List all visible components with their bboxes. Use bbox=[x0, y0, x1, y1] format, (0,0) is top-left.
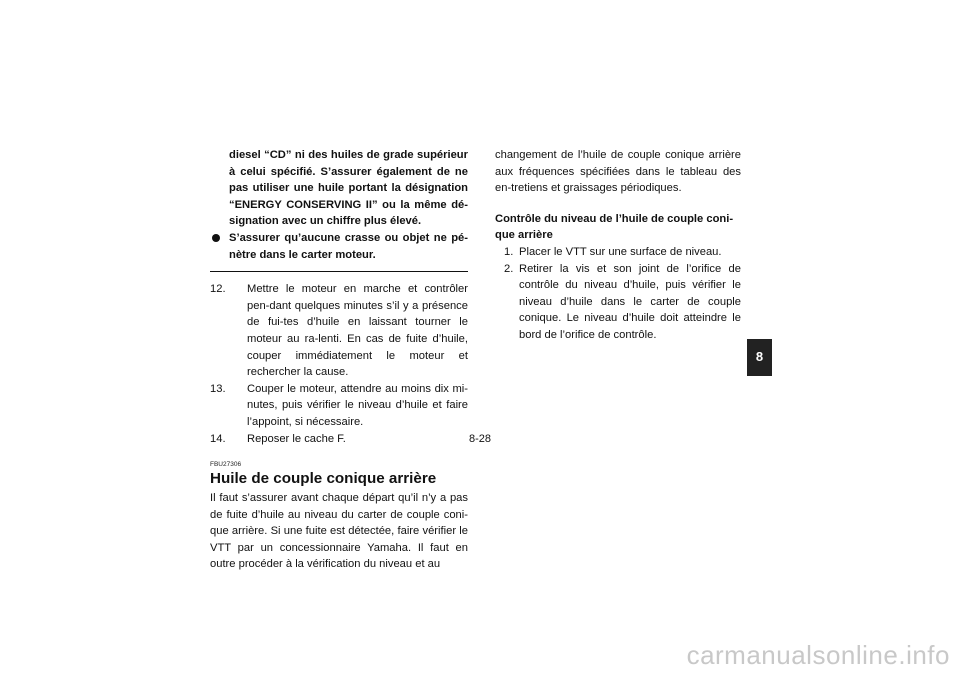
page-number: 8-28 bbox=[468, 433, 492, 445]
section-paragraph: Il faut s’assurer avant chaque départ qu’il n’y a pas de fuite d’huile au niveau du carter de couple coni-que arrière. Si une fuite est détectée, faire vérifier le VTT par un concessionnaire Yamaha. Il faut en outre procéder à la vérification du niveau et au bbox=[210, 492, 468, 571]
warning-text: diesel “CD” ni des huiles de grade supérieur à celui spécifié. S’assurer également de ne pas utiliser une huile portant la désignation “ENERGY CONSERVING II” ou la même dé-signation avec un chiffre plus élevé. bbox=[229, 149, 468, 228]
subheading: Contrôle du niveau de l’huile de couple coni-que arrière bbox=[495, 212, 734, 242]
step-12 bbox=[210, 281, 468, 381]
step-number: 2. bbox=[504, 262, 514, 275]
warning-bullet bbox=[210, 230, 468, 263]
step-text: Couper le moteur, attendre au moins dix mi-nutes, puis vérifier le niveau d’huile et faire l’appoint, si nécessaire. bbox=[247, 382, 468, 428]
bullet-icon bbox=[212, 234, 220, 242]
section-tab: 8 bbox=[747, 339, 772, 376]
step-number: 1. bbox=[504, 245, 514, 258]
step-14 bbox=[210, 431, 468, 448]
step-number: 13. bbox=[210, 382, 226, 395]
left-column bbox=[210, 147, 468, 573]
section-heading: Huile de couple conique arrière bbox=[210, 470, 437, 488]
watermark: carmanualsonline.info bbox=[686, 640, 950, 670]
step-text: Retirer la vis et son joint de l’orifice de contrôle du niveau d’huile, puis vérifier le niveau d’huile dans le carter de couple conique. Le niveau d’huile doit atteindre le bord de l’orifice de contrôle. bbox=[519, 262, 741, 341]
reference-code: FBU27306 bbox=[210, 461, 242, 469]
step-text: Reposer le cache F. bbox=[247, 432, 346, 445]
right-column bbox=[495, 147, 741, 344]
step-text: Placer le VTT sur une surface de niveau. bbox=[519, 245, 722, 258]
step-text: Mettre le moteur en marche et contrôler pen-dant quelques minutes s’il y a présence de fui-tes d’huile en laissant tourner le moteur au ra-lenti. En cas de fuite d’huile, couper immédiatement le moteur et rechercher la cause. bbox=[247, 283, 468, 379]
right-step-1 bbox=[495, 244, 741, 261]
step-number: 14. bbox=[210, 432, 226, 445]
step-13 bbox=[210, 381, 468, 431]
right-step-2 bbox=[495, 261, 741, 344]
divider bbox=[210, 271, 468, 272]
step-number: 12. bbox=[210, 283, 226, 296]
bullet-text: S’assurer qu’aucune crasse ou objet ne pé-nètre dans le carter moteur. bbox=[229, 231, 468, 261]
right-paragraph: changement de l’huile de couple conique arrière aux fréquences spécifiées dans le tableau des en-tretiens et graissages périodiques. bbox=[495, 149, 741, 195]
